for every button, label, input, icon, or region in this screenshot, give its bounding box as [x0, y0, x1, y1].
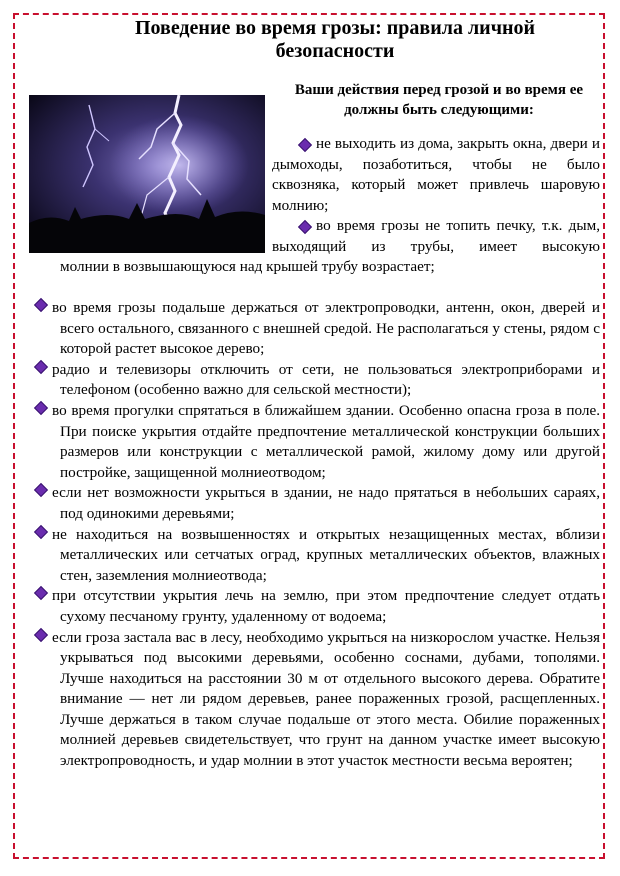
list-item: при отсутствии укрытия лечь на землю, при этом предпочтение следует отдать сухому песчаному грунту, удаленному от водоема;	[36, 586, 600, 627]
list-item: если нет возможности укрыться в здании, не надо прятаться в небольших сараях, под одинокими деревьями;	[36, 483, 600, 524]
list-item: не выходить из дома, закрыть окна, двери и дымоходы, позаботиться, чтобы не было сквозняка, который может привлечь шаровую молнию;	[272, 135, 600, 214]
list-item: во время грозы не топить печку, т.к. дым, выходящий из трубы, имеет высокую	[272, 217, 600, 255]
purple-diamond-bullet-icon	[34, 627, 48, 641]
purple-diamond-bullet-icon	[34, 586, 48, 600]
list-items-full-width	[36, 298, 600, 772]
section-subtitle: Ваши действия перед грозой и во время ее должны быть следующими:	[294, 82, 584, 118]
list-item: во время грозы подальше держаться от электропроводки, антенн, окон, дверей и всего остального, связанного с внешней средой. Не располагаться у стены, рядом с которой растет высокое дерево;	[36, 298, 600, 360]
purple-diamond-bullet-icon	[34, 524, 48, 538]
list-item: если гроза застала вас в лесу, необходимо укрыться на низкорослом участке. Нельзя укрываться под высокими деревьями, особенно соснами, дубами, тополями. Лучше находиться на расстоянии 30 м от отдельного высокого дерева. Обратите внимание — нет ли рядом деревьев, ранее пораженных грозой, расщепленных. Лучше держаться в таком случае подальше от этого места. Обилие пораженных молнией деревьев свидетельствует, что грунт на данном участке имеет высокую электропроводность, и удар молнии в этот участок местности весьма вероятен;	[36, 628, 600, 772]
page-title: Поведение во время грозы: правила личной безопасности	[134, 17, 536, 62]
list-item: во время прогулки спрятаться в ближайшем здании. Особенно опасна гроза в поле. При поиске укрытия отдайте предпочтение металлической конструкции больших размеров или конструкции с металлической рамой, жилому дому или другой постройке, защищенной молниеотводом;	[36, 401, 600, 483]
purple-diamond-bullet-icon	[34, 360, 48, 374]
list-item-continuation: молнии в возвышающуюся над крышей трубу возрастает;	[60, 258, 435, 275]
list-item: радио и телевизоры отключить от сети, не пользоваться электроприборами и телефоном (особенно важно для сельской местности);	[36, 360, 600, 401]
purple-diamond-bullet-icon	[34, 298, 48, 312]
purple-diamond-bullet-icon	[34, 401, 48, 415]
lightning-storm-photo	[29, 95, 265, 253]
purple-diamond-bullet-icon	[34, 483, 48, 497]
list-item: не находиться на возвышенностях и открытых незащищенных местах, вблизи металлических или сетчатых оград, крупных металлических объектов, влажных стен, заземления молниеотвода;	[36, 525, 600, 587]
